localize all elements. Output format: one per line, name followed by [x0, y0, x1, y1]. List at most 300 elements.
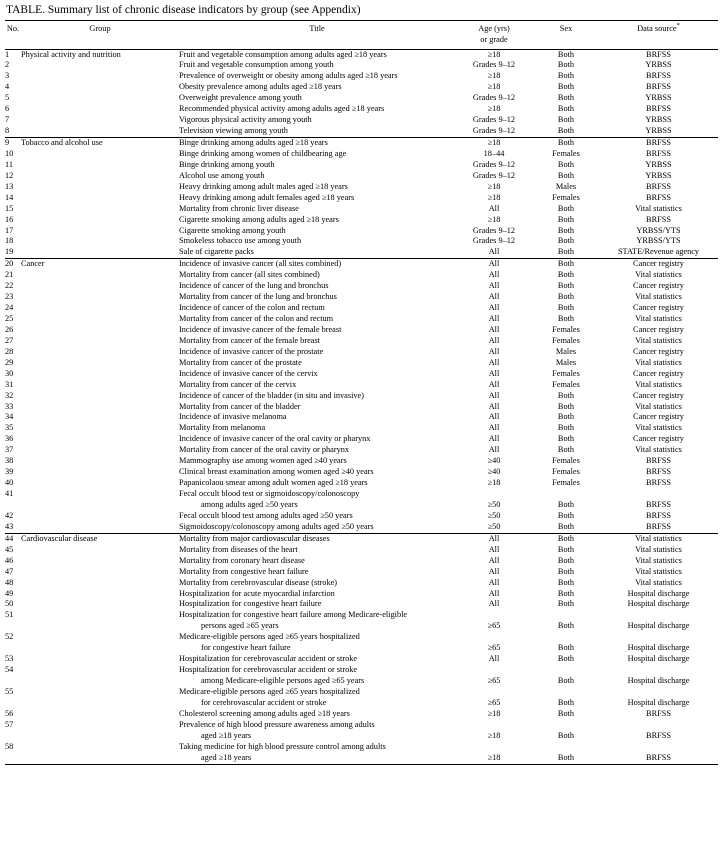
cell-source: BRFSS [599, 742, 718, 764]
cell-title: Recommended physical activity among adults aged ≥18 years [179, 104, 385, 114]
cell-sex: Females [552, 368, 580, 378]
cell-group: Cancer [21, 259, 179, 270]
cell-no: 8 [5, 126, 10, 136]
cell-no: 29 [5, 357, 14, 367]
table-row [5, 171, 718, 182]
cell-title: Cholesterol screening among adults aged ≥18 years [179, 709, 350, 719]
table-row [5, 193, 718, 204]
cell-source: Hospital discharge [627, 621, 690, 631]
table-row [5, 423, 718, 434]
table-row [5, 599, 718, 610]
cell-age: Grades 9–12 [472, 93, 516, 103]
cell-source: Vital statistics [635, 357, 682, 367]
cell-title [179, 610, 455, 632]
cell-source: Vital statistics [635, 203, 682, 213]
cell-age: All [488, 303, 500, 313]
cell-title-line1: Medicare-eligible persons aged ≥65 years hospitalized [179, 687, 360, 697]
cell-sex: Both [557, 270, 575, 280]
cell-no: 45 [5, 544, 14, 554]
cell-age: ≥65 [487, 698, 501, 708]
cell-sex: Both [557, 281, 575, 291]
cell-title: Incidence of cancer of the lung and bronchus [179, 281, 329, 291]
cell-no: 54 [5, 665, 14, 675]
table-row [5, 556, 718, 567]
cell-sex: Both [557, 654, 575, 664]
cell-group [21, 522, 179, 533]
cell-age: ≥40 [487, 456, 501, 466]
cell-title-line1: Hospitalization for congestive heart failure among Medicare-eligible [179, 610, 408, 620]
cell-group [21, 412, 179, 423]
cell-no: 36 [5, 434, 14, 444]
cell-source: Vital statistics [635, 401, 682, 411]
cell-sex: Both [557, 521, 575, 531]
cell-group [21, 215, 179, 226]
cell-title: Prevalence of overweight or obesity among adults aged ≥18 years [179, 71, 398, 81]
cell-title: Mortality from cancer of the cervix [179, 379, 297, 389]
cell-source: Cancer registry [633, 346, 684, 356]
cell-source: YRBSS [645, 170, 672, 180]
table-row [5, 292, 718, 303]
cell-age: ≥18 [487, 709, 501, 719]
cell-title: Mortality from major cardiovascular diseases [179, 533, 455, 544]
cell-no: 52 [5, 632, 14, 642]
cell-sex: Both [557, 225, 575, 235]
cell-source: YRBSS [645, 115, 672, 125]
cell-age: All [488, 379, 500, 389]
col-header-sex: Sex [533, 20, 599, 49]
cell-no: 41 [5, 489, 14, 499]
table-row [5, 204, 718, 215]
cell-title: Obesity prevalence among adults aged ≥18 years [179, 82, 342, 92]
cell-title: Mortality from cancer (all sites combined) [179, 270, 320, 280]
cell-sex: Both [557, 731, 575, 741]
cell-age: All [488, 270, 500, 280]
cell-group [21, 93, 179, 104]
cell-no: 30 [5, 368, 14, 378]
cell-age: ≥18 [487, 214, 501, 224]
cell-age: All [488, 203, 500, 213]
cell-no: 28 [5, 346, 14, 356]
cell-no: 4 [5, 82, 10, 92]
cell-title: Incidence of invasive cancer of the prostate [179, 346, 324, 356]
cell-no: 6 [5, 104, 10, 114]
cell-source: Hospital discharge [627, 654, 690, 664]
cell-source: BRFSS [646, 181, 671, 191]
cell-sex: Both [557, 60, 575, 70]
cell-title: Vigorous physical activity among youth [179, 115, 312, 125]
cell-source: Cancer registry [633, 324, 684, 334]
cell-age: Grades 9–12 [472, 115, 516, 125]
table-row [5, 489, 718, 511]
cell-no: 57 [5, 720, 14, 730]
cell-group [21, 247, 179, 258]
cell-title: Incidence of cancer of the bladder (in situ and invasive) [179, 390, 364, 400]
cell-no: 48 [5, 577, 14, 587]
cell-title: Papanicolaou smear among adult women aged ≥18 years [179, 478, 368, 488]
table-row [5, 654, 718, 665]
cell-age: All [488, 281, 500, 291]
table-row [5, 303, 718, 314]
cell-sex: Both [557, 214, 575, 224]
table-row [5, 314, 718, 325]
cell-group [21, 567, 179, 578]
cell-title: Alcohol use among youth [179, 170, 265, 180]
cell-group [21, 599, 179, 610]
cell-age: All [488, 335, 500, 345]
cell-title: Binge drinking among adults aged ≥18 years [179, 138, 455, 149]
cell-source: BRFSS [646, 478, 671, 488]
cell-source: Vital statistics [635, 544, 682, 554]
cell-age: Grades 9–12 [472, 126, 516, 136]
cell-source: BRFSS [599, 138, 718, 149]
cell-age: ≥18 [487, 82, 501, 92]
cell-no: 1 [5, 49, 21, 60]
cell-sex: Both [557, 698, 575, 708]
cell-title [179, 632, 455, 654]
cell-no: 49 [5, 588, 14, 598]
cell-group [21, 292, 179, 303]
cell-source: Vital statistics [635, 379, 682, 389]
cell-title: Mortality from cancer of the prostate [179, 357, 302, 367]
cell-group [21, 336, 179, 347]
cell-age: ≥50 [487, 500, 501, 510]
cell-group [21, 402, 179, 413]
cell-age: ≥18 [487, 192, 501, 202]
cell-title: Mortality from coronary heart disease [179, 555, 305, 565]
cell-group [21, 182, 179, 193]
table-row [5, 247, 718, 258]
cell-sex: Both [557, 676, 575, 686]
table-row [5, 126, 718, 137]
cell-group [21, 204, 179, 215]
cell-group [21, 369, 179, 380]
cell-title-line2: aged ≥18 years [201, 752, 252, 762]
cell-sex: Both [533, 742, 599, 764]
cell-group [21, 434, 179, 445]
cell-sex: Males [555, 181, 577, 191]
cell-age: ≥65 [487, 643, 501, 653]
col-header-source [599, 20, 718, 49]
cell-sex: Both [557, 159, 575, 169]
cell-age: All [488, 434, 500, 444]
cell-group [21, 314, 179, 325]
table-header [5, 20, 718, 49]
cell-title: Mammography use among women aged ≥40 years [179, 456, 347, 466]
col-header-age-line1: Age (yrs) [478, 23, 510, 33]
table-row [5, 347, 718, 358]
cell-group: Cardiovascular disease [21, 533, 179, 544]
cell-group [21, 82, 179, 93]
cell-source: BRFSS [646, 214, 671, 224]
col-header-age [455, 20, 533, 49]
cell-sex: Both [557, 445, 575, 455]
cell-title: Mortality from cancer of the female breast [179, 335, 320, 345]
cell-group [21, 423, 179, 434]
cell-age: ≥18 [455, 742, 533, 764]
cell-no: 38 [5, 456, 14, 466]
cell-group [21, 380, 179, 391]
cell-title: Incidence of cancer of the colon and rectum [179, 303, 325, 313]
cell-no: 40 [5, 478, 14, 488]
cell-no: 58 [5, 742, 21, 764]
cell-sex: Both [557, 203, 575, 213]
cell-title: Clinical breast examination among women aged ≥40 years [179, 467, 374, 477]
cell-group [21, 171, 179, 182]
cell-no: 32 [5, 390, 14, 400]
table-header-row [5, 20, 718, 49]
cell-age: ≥65 [487, 621, 501, 631]
cell-source: BRFSS [646, 82, 671, 92]
table-row [5, 93, 718, 104]
cell-age: ≥50 [487, 521, 501, 531]
cell-no: 25 [5, 314, 14, 324]
cell-group [21, 115, 179, 126]
cell-source: Vital statistics [635, 577, 682, 587]
table-row [5, 665, 718, 687]
cell-source: Vital statistics [635, 566, 682, 576]
cell-no: 21 [5, 270, 14, 280]
cell-source: BRFSS [646, 104, 671, 114]
cell-group [21, 654, 179, 665]
cell-group [21, 281, 179, 292]
cell-age: All [455, 259, 533, 270]
cell-title: Incidence of invasive melanoma [179, 412, 287, 422]
cell-title: Mortality from cancer of the colon and rectum [179, 314, 334, 324]
cell-group [21, 160, 179, 171]
table-row [5, 104, 718, 115]
cell-age: All [488, 292, 500, 302]
cell-title: Mortality from cancer of the bladder [179, 401, 301, 411]
cell-no: 56 [5, 709, 14, 719]
cell-title: Binge drinking among women of childbearing age [179, 148, 347, 158]
table-row [5, 259, 718, 270]
cell-source: YRBSS [645, 60, 672, 70]
cell-source: Hospital discharge [627, 588, 690, 598]
cell-age: Grades 9–12 [472, 159, 516, 169]
cell-group [21, 456, 179, 467]
cell-title: Incidence of invasive cancer (all sites combined) [179, 259, 455, 270]
cell-group [21, 556, 179, 567]
cell-no: 16 [5, 214, 14, 224]
table-row [5, 402, 718, 413]
cell-sex: Both [533, 49, 599, 60]
cell-group [21, 665, 179, 687]
cell-source: Vital statistics [635, 292, 682, 302]
cell-sex: Both [557, 390, 575, 400]
col-header-source-text: Data source [637, 23, 677, 33]
cell-sex: Both [557, 115, 575, 125]
cell-no: 15 [5, 203, 14, 213]
table-row [5, 445, 718, 456]
cell-sex: Both [557, 303, 575, 313]
table-row [5, 687, 718, 709]
cell-no: 55 [5, 687, 14, 697]
cell-group [21, 71, 179, 82]
cell-group [21, 445, 179, 456]
cell-group [21, 193, 179, 204]
cell-no: 37 [5, 445, 14, 455]
cell-no: 19 [5, 247, 14, 257]
cell-age: ≥18 [487, 731, 501, 741]
cell-title-line2: persons aged ≥65 years [201, 621, 279, 631]
cell-sex: Both [557, 126, 575, 136]
cell-group: Physical activity and nutrition [21, 49, 179, 60]
cell-group [21, 742, 179, 764]
cell-no: 26 [5, 324, 14, 334]
cell-no: 5 [5, 93, 10, 103]
cell-title [179, 665, 455, 687]
cell-sex: Both [557, 82, 575, 92]
cell-title-line2: for cerebrovascular accident or stroke [201, 698, 327, 708]
table-row [5, 60, 718, 71]
table-row [5, 215, 718, 226]
cell-no: 11 [5, 159, 13, 169]
cell-title: Mortality from chronic liver disease [179, 203, 299, 213]
cell-no: 31 [5, 379, 14, 389]
cell-title: Heavy drinking among adult males aged ≥18 years [179, 181, 348, 191]
cell-age: All [488, 346, 500, 356]
cell-source: YRBSS [645, 159, 672, 169]
cell-source: BRFSS [646, 148, 671, 158]
cell-title: Cigarette smoking among youth [179, 225, 286, 235]
cell-group [21, 478, 179, 489]
cell-age: ≥18 [455, 49, 533, 60]
cell-age: All [488, 368, 500, 378]
cell-age: All [488, 588, 500, 598]
cell-group [21, 104, 179, 115]
cell-group [21, 270, 179, 281]
cell-sex: Both [557, 577, 575, 587]
cell-group [21, 720, 179, 742]
table-row [5, 138, 718, 149]
cell-title: Television viewing among youth [179, 126, 288, 136]
cell-group [21, 511, 179, 522]
cell-sex: Both [557, 401, 575, 411]
cell-age: Grades 9–12 [472, 60, 516, 70]
cell-title: Sale of cigarette packs [179, 247, 254, 257]
cell-no: 22 [5, 281, 14, 291]
cell-source: Vital statistics [635, 270, 682, 280]
table-row [5, 226, 718, 237]
cell-no: 18 [5, 236, 14, 246]
cell-no: 13 [5, 181, 14, 191]
table-row [5, 578, 718, 589]
cell-group [21, 632, 179, 654]
footnote-marker: * [676, 21, 680, 29]
table-row [5, 358, 718, 369]
cell-source: BRFSS [646, 500, 671, 510]
cell-no: 24 [5, 303, 14, 313]
cell-no: 17 [5, 225, 14, 235]
table-row [5, 49, 718, 60]
cell-group [21, 489, 179, 511]
col-header-no: No. [5, 20, 21, 49]
cell-no: 2 [5, 60, 10, 70]
cell-source: YRBSS [645, 93, 672, 103]
cell-no: 23 [5, 292, 14, 302]
table-caption: TABLE. Summary list of chronic disease indicators by group (see Appendix) [6, 4, 361, 16]
cell-age: ≥18 [487, 478, 501, 488]
cell-source: Vital statistics [635, 335, 682, 345]
cell-sex: Females [552, 192, 580, 202]
cell-title-line1: Taking medicine for high blood pressure control among adults [179, 741, 386, 751]
table-body [5, 49, 718, 764]
cell-sex: Females [552, 148, 580, 158]
cell-age: All [488, 357, 500, 367]
cell-group [21, 358, 179, 369]
cell-source: Cancer registry [599, 259, 718, 270]
table-row [5, 522, 718, 533]
cell-title: Fecal occult blood test among adults aged ≥50 years [179, 510, 353, 520]
cell-age: ≥40 [487, 467, 501, 477]
cell-sex: Females [552, 324, 580, 334]
cell-source: Hospital discharge [627, 698, 690, 708]
cell-no: 3 [5, 71, 10, 81]
cell-title: Cigarette smoking among adults aged ≥18 years [179, 214, 339, 224]
cell-title-line2: aged ≥18 years [201, 730, 252, 740]
cell-source: Vital statistics [635, 555, 682, 565]
cell-no: 44 [5, 533, 21, 544]
cell-sex: Both [557, 709, 575, 719]
cell-source: YRBSS/YTS [636, 225, 681, 235]
cell-group [21, 545, 179, 556]
table-row [5, 270, 718, 281]
cell-source: BRFSS [646, 192, 671, 202]
cell-sex: Females [552, 379, 580, 389]
table-row [5, 71, 718, 82]
cell-no: 9 [5, 138, 21, 149]
table-row [5, 182, 718, 193]
cell-title: Mortality from cancer of the oral cavity or pharynx [179, 445, 350, 455]
cell-group [21, 589, 179, 600]
table-row [5, 281, 718, 292]
cell-source: Cancer registry [633, 390, 684, 400]
cell-title-line1: Prevalence of high blood pressure awareness among adults [179, 720, 375, 730]
cell-sex: Both [557, 544, 575, 554]
cell-no: 42 [5, 510, 14, 520]
cell-age: Grades 9–12 [472, 236, 516, 246]
chronic-disease-indicators-table [5, 20, 718, 765]
cell-age: All [488, 654, 500, 664]
table-row [5, 160, 718, 171]
cell-age: All [488, 577, 500, 587]
cell-no: 51 [5, 610, 14, 620]
cell-age: All [488, 544, 500, 554]
cell-no: 27 [5, 335, 14, 345]
cell-age: ≥65 [487, 676, 501, 686]
cell-no: 43 [5, 521, 14, 531]
cell-source: YRBSS [645, 126, 672, 136]
cell-source: BRFSS [646, 467, 671, 477]
cell-source: BRFSS [646, 521, 671, 531]
cell-age: All [488, 390, 500, 400]
cell-title: Mortality from cerebrovascular disease (stroke) [179, 577, 338, 587]
table-row [5, 236, 718, 247]
cell-no: 39 [5, 467, 14, 477]
cell-no: 14 [5, 192, 14, 202]
cell-title: Hospitalization for acute myocardial infarction [179, 588, 335, 598]
cell-title-line2: among Medicare-eligible persons aged ≥65 years [201, 676, 365, 686]
cell-group [21, 149, 179, 160]
cell-title [179, 687, 455, 709]
cell-sex: Both [557, 236, 575, 246]
table-row [5, 391, 718, 402]
table-row [5, 115, 718, 126]
table-row [5, 467, 718, 478]
cell-title: Incidence of invasive cancer of the female breast [179, 324, 342, 334]
cell-age: All [488, 445, 500, 455]
cell-age: All [488, 599, 500, 609]
